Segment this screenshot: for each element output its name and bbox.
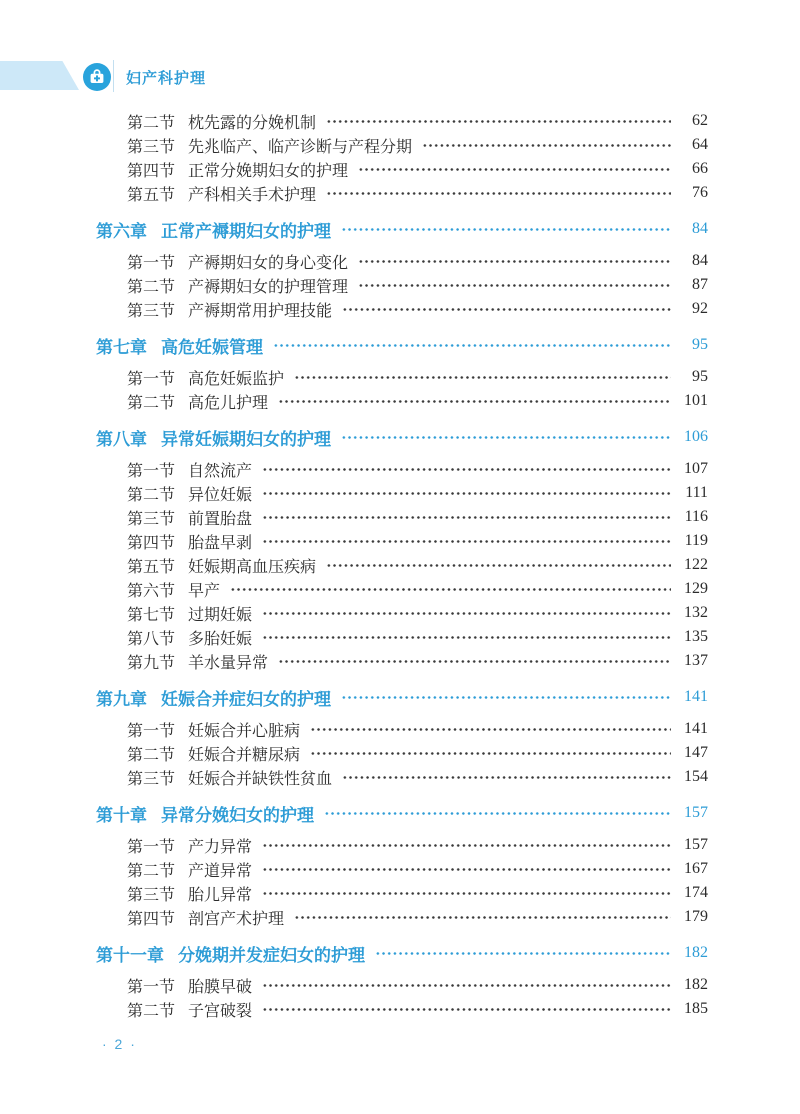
dot-leader bbox=[326, 553, 671, 577]
toc-entry-page-number: 141 bbox=[684, 720, 708, 737]
footer-page-number: · 2 · bbox=[102, 1036, 137, 1052]
toc-entry-label: 第九节 bbox=[127, 654, 176, 672]
toc-entry-page-number: 154 bbox=[684, 768, 708, 785]
toc-entry-label: 第二节 bbox=[127, 1002, 176, 1020]
toc-entry-page-number: 174 bbox=[684, 884, 708, 901]
toc-row-section bbox=[96, 457, 708, 481]
toc-entry-label: 第三节 bbox=[127, 138, 176, 156]
toc-entry-title: 妊娠合并糖尿病 bbox=[188, 746, 301, 764]
toc-entry-page-number: 64 bbox=[692, 136, 708, 153]
toc-entry-page-number: 119 bbox=[684, 532, 708, 549]
toc-entry-label: 第二节 bbox=[127, 746, 176, 764]
toc-entry-title: 妊娠合并心脏病 bbox=[188, 722, 301, 740]
dot-leader bbox=[310, 717, 671, 741]
toc-entry-label: 第一节 bbox=[127, 722, 176, 740]
toc-entry-page-number: 185 bbox=[684, 1000, 708, 1017]
toc-entry-page-number: 101 bbox=[684, 392, 708, 409]
toc-entry-label: 第一节 bbox=[127, 254, 176, 272]
toc-row-section bbox=[96, 505, 708, 529]
toc-row-section bbox=[96, 297, 708, 321]
toc-entry-title: 高危儿护理 bbox=[188, 394, 269, 412]
dot-leader bbox=[262, 457, 671, 481]
toc-row-section bbox=[96, 553, 708, 577]
toc-row-section bbox=[96, 997, 708, 1021]
toc-entry-page-number: 116 bbox=[684, 508, 708, 525]
toc-entry-label: 第七节 bbox=[127, 606, 176, 624]
toc-entry-page-number: 147 bbox=[684, 744, 708, 761]
toc-entry-page-number: 122 bbox=[684, 556, 708, 573]
toc-entry-label: 第九章 bbox=[96, 689, 147, 709]
toc-entry-label: 第四节 bbox=[127, 910, 176, 928]
toc-entry-title: 胎儿异常 bbox=[188, 886, 253, 904]
toc-entry-title: 子宫破裂 bbox=[188, 1002, 253, 1020]
dot-leader bbox=[262, 833, 671, 857]
toc-row-section bbox=[96, 741, 708, 765]
toc-entry-page-number: 95 bbox=[692, 368, 708, 385]
dot-leader bbox=[278, 649, 671, 673]
toc-row-section bbox=[96, 601, 708, 625]
dot-leader bbox=[294, 905, 671, 929]
toc-entry-title: 异常分娩妇女的护理 bbox=[161, 805, 314, 825]
toc-entry-title: 高危妊娠管理 bbox=[161, 337, 263, 357]
dot-leader bbox=[262, 601, 671, 625]
toc-entry-label: 第二节 bbox=[127, 278, 176, 296]
toc-entry-page-number: 84 bbox=[692, 252, 708, 269]
dot-leader bbox=[341, 425, 671, 449]
toc-entry-page-number: 111 bbox=[685, 484, 708, 501]
toc-entry-label: 第三节 bbox=[127, 510, 176, 528]
toc-entry-page-number: 179 bbox=[684, 908, 708, 925]
toc-entry-page-number: 106 bbox=[684, 428, 708, 445]
header-banner-shape bbox=[0, 61, 79, 90]
toc-entry-page-number: 132 bbox=[684, 604, 708, 621]
toc-row-section bbox=[96, 157, 708, 181]
dot-leader bbox=[341, 685, 671, 709]
toc-entry-label: 第二节 bbox=[127, 862, 176, 880]
toc-entry-label: 第十章 bbox=[96, 805, 147, 825]
toc-entry-title: 产褥期常用护理技能 bbox=[188, 302, 333, 320]
toc-entry-title: 多胎妊娠 bbox=[188, 630, 253, 648]
toc-entry-title: 产褥期妇女的身心变化 bbox=[188, 254, 349, 272]
header-divider bbox=[113, 60, 114, 92]
toc-entry-page-number: 62 bbox=[692, 112, 708, 129]
dot-leader bbox=[262, 481, 671, 505]
toc-row-chapter bbox=[96, 333, 708, 357]
toc-entry-title: 正常分娩期妇女的护理 bbox=[188, 162, 349, 180]
toc-entry-page-number: 66 bbox=[692, 160, 708, 177]
toc-entry-title: 枕先露的分娩机制 bbox=[188, 114, 317, 132]
toc-row-chapter bbox=[96, 685, 708, 709]
toc-entry-page-number: 182 bbox=[684, 944, 708, 961]
toc-entry-title: 早产 bbox=[188, 582, 221, 600]
toc-entry-title: 自然流产 bbox=[188, 462, 253, 480]
toc-row-section bbox=[96, 625, 708, 649]
toc-entry-label: 第七章 bbox=[96, 337, 147, 357]
toc-entry-title: 产褥期妇女的护理管理 bbox=[188, 278, 349, 296]
toc-entry-page-number: 76 bbox=[692, 184, 708, 201]
toc-entry-title: 过期妊娠 bbox=[188, 606, 253, 624]
toc-entry-page-number: 92 bbox=[692, 300, 708, 317]
dot-leader bbox=[326, 181, 671, 205]
toc-row-section bbox=[96, 857, 708, 881]
toc-entry-label: 第五节 bbox=[127, 186, 176, 204]
toc-row-section bbox=[96, 133, 708, 157]
toc-entry-title: 产道异常 bbox=[188, 862, 253, 880]
toc-entry-title: 剖宫产术护理 bbox=[188, 910, 285, 928]
toc-entry-label: 第四节 bbox=[127, 162, 176, 180]
dot-leader bbox=[262, 997, 671, 1021]
toc-entry-label: 第十一章 bbox=[96, 945, 164, 965]
dot-leader bbox=[262, 857, 671, 881]
toc-entry-label: 第六节 bbox=[127, 582, 176, 600]
toc-entry-title: 胎膜早破 bbox=[188, 978, 253, 996]
toc-row-section bbox=[96, 765, 708, 789]
dot-leader bbox=[341, 217, 671, 241]
toc-entry-title: 分娩期并发症妇女的护理 bbox=[178, 945, 365, 965]
toc-entry-title: 异位妊娠 bbox=[188, 486, 253, 504]
toc-entry-title: 胎盘早剥 bbox=[188, 534, 253, 552]
toc-entry-title: 羊水量异常 bbox=[188, 654, 269, 672]
dot-leader bbox=[278, 389, 671, 413]
toc-entry-title: 异常妊娠期妇女的护理 bbox=[161, 429, 331, 449]
toc-entry-page-number: 107 bbox=[684, 460, 708, 477]
toc-entry-title: 先兆临产、临产诊断与产程分期 bbox=[188, 138, 413, 156]
toc-row-section bbox=[96, 973, 708, 997]
dot-leader bbox=[324, 801, 671, 825]
toc-entry-label: 第三节 bbox=[127, 302, 176, 320]
toc-entry-title: 产力异常 bbox=[188, 838, 253, 856]
dot-leader bbox=[262, 505, 671, 529]
toc-row-section bbox=[96, 905, 708, 929]
toc-row-section bbox=[96, 365, 708, 389]
toc-row-section bbox=[96, 109, 708, 133]
toc-entry-label: 第八章 bbox=[96, 429, 147, 449]
toc-entry-page-number: 182 bbox=[684, 976, 708, 993]
toc-entry-label: 第二节 bbox=[127, 114, 176, 132]
toc-entry-page-number: 167 bbox=[684, 860, 708, 877]
toc-entry-page-number: 157 bbox=[684, 836, 708, 853]
toc-entry-page-number: 137 bbox=[684, 652, 708, 669]
toc-row-section bbox=[96, 389, 708, 413]
toc-entry-page-number: 84 bbox=[692, 220, 708, 237]
dot-leader bbox=[358, 273, 671, 297]
dot-leader bbox=[262, 625, 671, 649]
dot-leader bbox=[294, 365, 671, 389]
dot-leader bbox=[230, 577, 671, 601]
toc-entry-label: 第三节 bbox=[127, 770, 176, 788]
toc-row-section bbox=[96, 249, 708, 273]
dot-leader bbox=[375, 941, 671, 965]
toc-entry-label: 第一节 bbox=[127, 978, 176, 996]
toc-entry-title: 高危妊娠监护 bbox=[188, 370, 285, 388]
toc-row-section bbox=[96, 273, 708, 297]
toc-entry-label: 第二节 bbox=[127, 486, 176, 504]
toc-row-section bbox=[96, 529, 708, 553]
dot-leader bbox=[310, 741, 671, 765]
toc-entry-page-number: 141 bbox=[684, 688, 708, 705]
toc-entry-title: 前置胎盘 bbox=[188, 510, 253, 528]
toc-entry-label: 第一节 bbox=[127, 370, 176, 388]
toc-entry-label: 第六章 bbox=[96, 221, 147, 241]
toc-entry-label: 第五节 bbox=[127, 558, 176, 576]
dot-leader bbox=[342, 765, 671, 789]
toc-list bbox=[96, 109, 708, 1021]
toc-row-section bbox=[96, 481, 708, 505]
toc-entry-label: 第四节 bbox=[127, 534, 176, 552]
toc-row-chapter bbox=[96, 941, 708, 965]
toc-row-chapter bbox=[96, 425, 708, 449]
toc-entry-title: 产科相关手术护理 bbox=[188, 186, 317, 204]
toc-entry-page-number: 87 bbox=[692, 276, 708, 293]
toc-row-section bbox=[96, 181, 708, 205]
toc-entry-label: 第一节 bbox=[127, 838, 176, 856]
dot-leader bbox=[262, 529, 671, 553]
toc-entry-page-number: 95 bbox=[692, 336, 708, 353]
dot-leader bbox=[422, 133, 671, 157]
toc-entry-label: 第二节 bbox=[127, 394, 176, 412]
toc-row-section bbox=[96, 577, 708, 601]
book-title: 妇产科护理 bbox=[126, 70, 207, 87]
dot-leader bbox=[358, 249, 671, 273]
toc-entry-page-number: 135 bbox=[684, 628, 708, 645]
toc-entry-label: 第一节 bbox=[127, 462, 176, 480]
dot-leader bbox=[358, 157, 671, 181]
toc-entry-title: 妊娠合并症妇女的护理 bbox=[161, 689, 331, 709]
toc-row-chapter bbox=[96, 217, 708, 241]
dot-leader bbox=[262, 973, 671, 997]
toc-entry-title: 正常产褥期妇女的护理 bbox=[161, 221, 331, 241]
toc-row-section bbox=[96, 881, 708, 905]
toc-entry-label: 第八节 bbox=[127, 630, 176, 648]
toc-entry-label: 第三节 bbox=[127, 886, 176, 904]
medical-kit-icon bbox=[83, 63, 111, 91]
toc-entry-page-number: 157 bbox=[684, 804, 708, 821]
toc-row-section bbox=[96, 717, 708, 741]
toc-row-chapter bbox=[96, 801, 708, 825]
toc-entry-page-number: 129 bbox=[684, 580, 708, 597]
dot-leader bbox=[273, 333, 671, 357]
dot-leader bbox=[326, 109, 671, 133]
dot-leader bbox=[262, 881, 671, 905]
toc-row-section bbox=[96, 833, 708, 857]
toc-row-section bbox=[96, 649, 708, 673]
toc-entry-title: 妊娠期高血压疾病 bbox=[188, 558, 317, 576]
dot-leader bbox=[342, 297, 671, 321]
toc-entry-title: 妊娠合并缺铁性贫血 bbox=[188, 770, 333, 788]
